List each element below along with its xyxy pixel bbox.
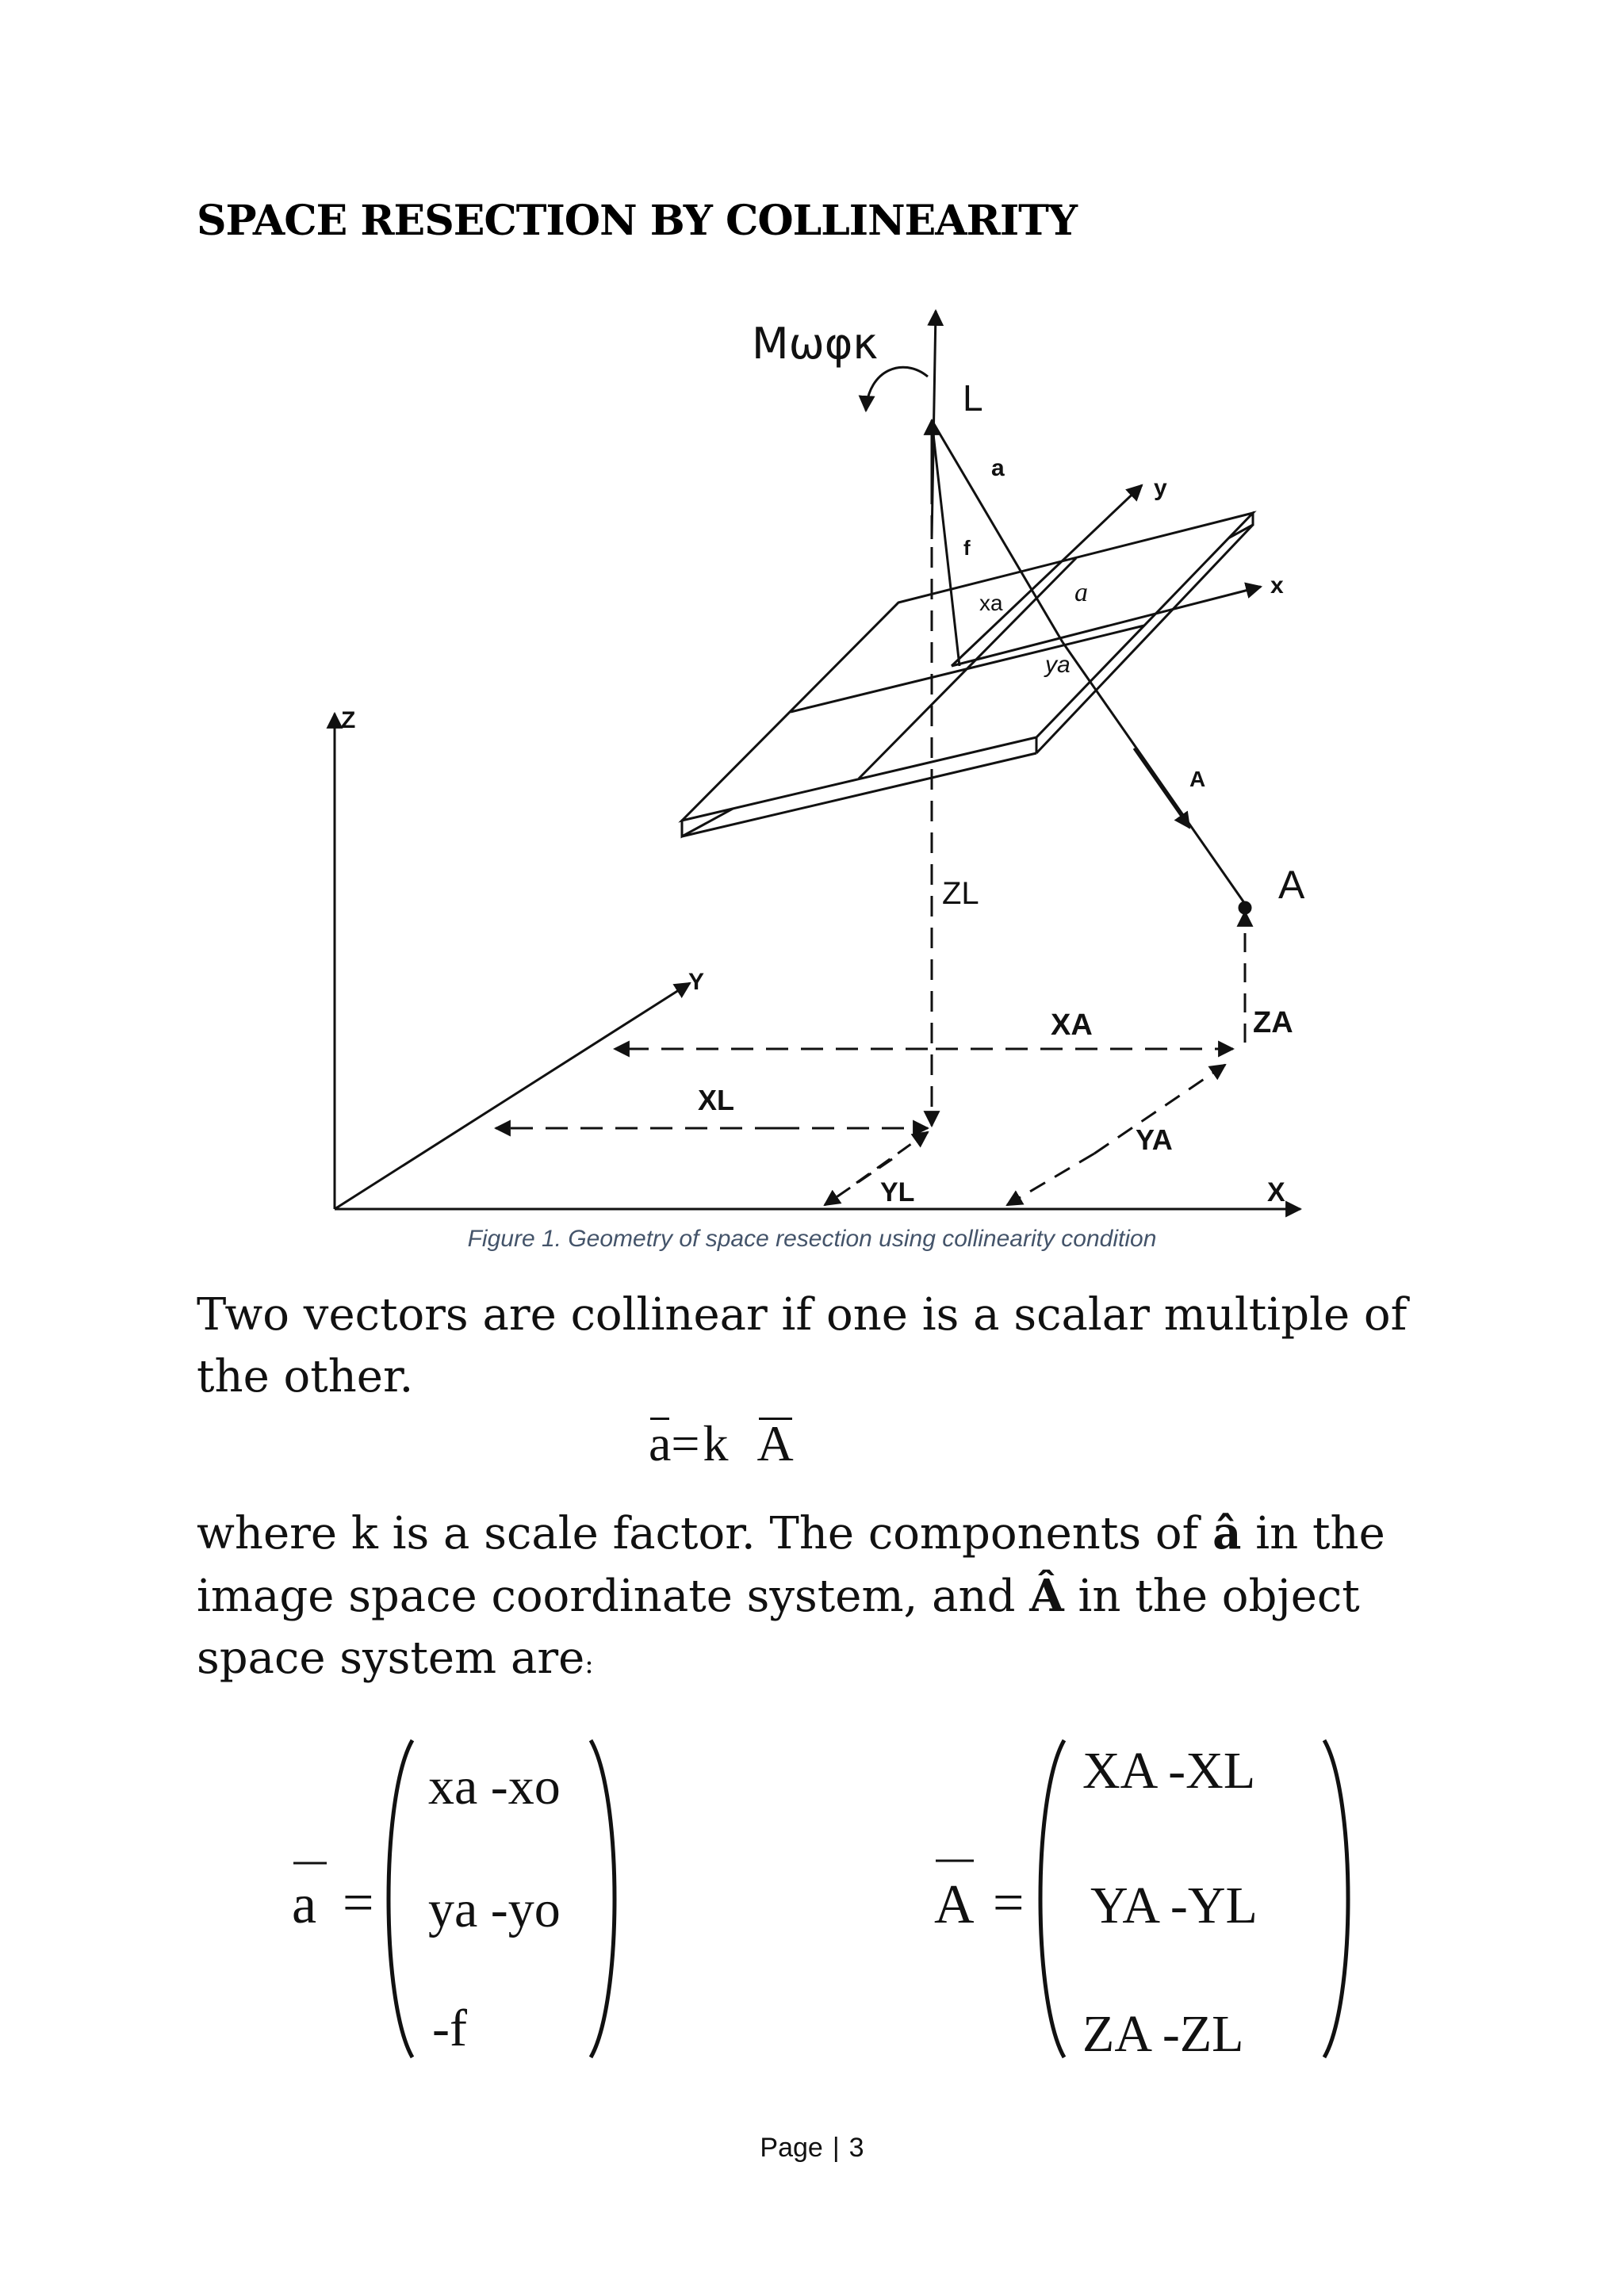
para2-text-1: where k is a scale factor. The components of <box>197 1508 1213 1559</box>
para2-image-vector: â <box>1212 1507 1242 1559</box>
label-L: L <box>963 377 983 419</box>
object-point-marker <box>1239 902 1251 913</box>
label-za: ZA <box>1253 1006 1293 1039</box>
vector-matrices <box>270 1724 1380 2073</box>
label-rotation: Mωφκ <box>752 319 879 369</box>
label-xl: XL <box>698 1084 735 1116</box>
label-xa: xa <box>979 591 1003 615</box>
para2-text-2: in the image space coordinate system, and <box>197 1508 1385 1622</box>
rotation-arrow <box>866 367 928 411</box>
eq-lhs-vector: a <box>649 1415 672 1471</box>
matrix-right-row-2: YA -YL <box>1090 1877 1258 1934</box>
matrix-right-row-1: XA -XL <box>1082 1742 1256 1800</box>
matrix-right-row-3: ZA -ZL <box>1082 2005 1244 2063</box>
matrix-left-row-1: xa -xo <box>428 1758 561 1816</box>
matrix-left-open-paren <box>389 1740 412 2057</box>
section-heading: SPACE RESECTION BY COLLINEARITY <box>197 197 1077 245</box>
figure-caption: Figure 1. Geometry of space resection using collinearity condition <box>467 1226 1157 1252</box>
eq-scale: k <box>703 1415 729 1471</box>
ya-dashed-line <box>1007 1154 1094 1205</box>
space-resection-diagram <box>301 293 1332 1221</box>
matrix-left-name: a <box>292 1874 317 1935</box>
matrix-left-row-3: -f <box>432 1999 467 2057</box>
object-ray <box>1063 642 1245 904</box>
label-image-y: y <box>1154 475 1167 501</box>
matrix-right-open-paren <box>1040 1740 1064 2057</box>
page-footer <box>0 2133 1624 2164</box>
label-f: f <box>963 536 971 560</box>
ground-y-axis <box>335 983 690 1209</box>
label-ya: ya <box>1045 652 1071 678</box>
para2-colon: : <box>584 1648 594 1680</box>
label-image-x: x <box>1270 572 1284 599</box>
eq-rhs-vector: A <box>756 1415 794 1471</box>
paragraph-components <box>197 1502 1434 1695</box>
object-vector-matrix <box>934 1740 1348 2063</box>
paragraph-collinear: Two vectors are collinear if one is a scalar multiple of the other. <box>197 1289 1408 1402</box>
label-zl: ZL <box>942 876 979 911</box>
footer-page-label: Page <box>760 2133 823 2163</box>
para2-text-3: in the object space system are <box>197 1571 1360 1684</box>
matrix-left-equals: = <box>343 1873 374 1934</box>
label-ya-ground: YA <box>1136 1123 1173 1156</box>
footer-page-number: 3 <box>848 2133 864 2163</box>
label-xa-ground: XA <box>1051 1008 1093 1042</box>
label-image-vector: a <box>991 455 1005 481</box>
footer-separator: | <box>832 2133 840 2163</box>
label-ground-y: Y <box>688 969 705 995</box>
matrix-left-close-paren <box>591 1740 615 2057</box>
matrix-right-equals: = <box>993 1873 1025 1934</box>
label-yl: YL <box>880 1177 915 1207</box>
image-vector-matrix <box>292 1740 615 2057</box>
matrix-left-row-2: ya -yo <box>428 1881 561 1938</box>
matrix-right-name: A <box>934 1874 975 1935</box>
eq-equals: = <box>671 1415 700 1471</box>
matrix-right-close-paren <box>1324 1740 1348 2057</box>
label-object-vector: A <box>1189 767 1206 791</box>
label-image-point: a <box>1074 578 1088 607</box>
label-object-point: A <box>1278 863 1305 907</box>
collinearity-equation <box>649 1416 794 1471</box>
label-ground-z: Z <box>341 707 356 733</box>
label-ground-x: X <box>1267 1177 1285 1207</box>
para2-object-vector: Â <box>1029 1570 1064 1622</box>
